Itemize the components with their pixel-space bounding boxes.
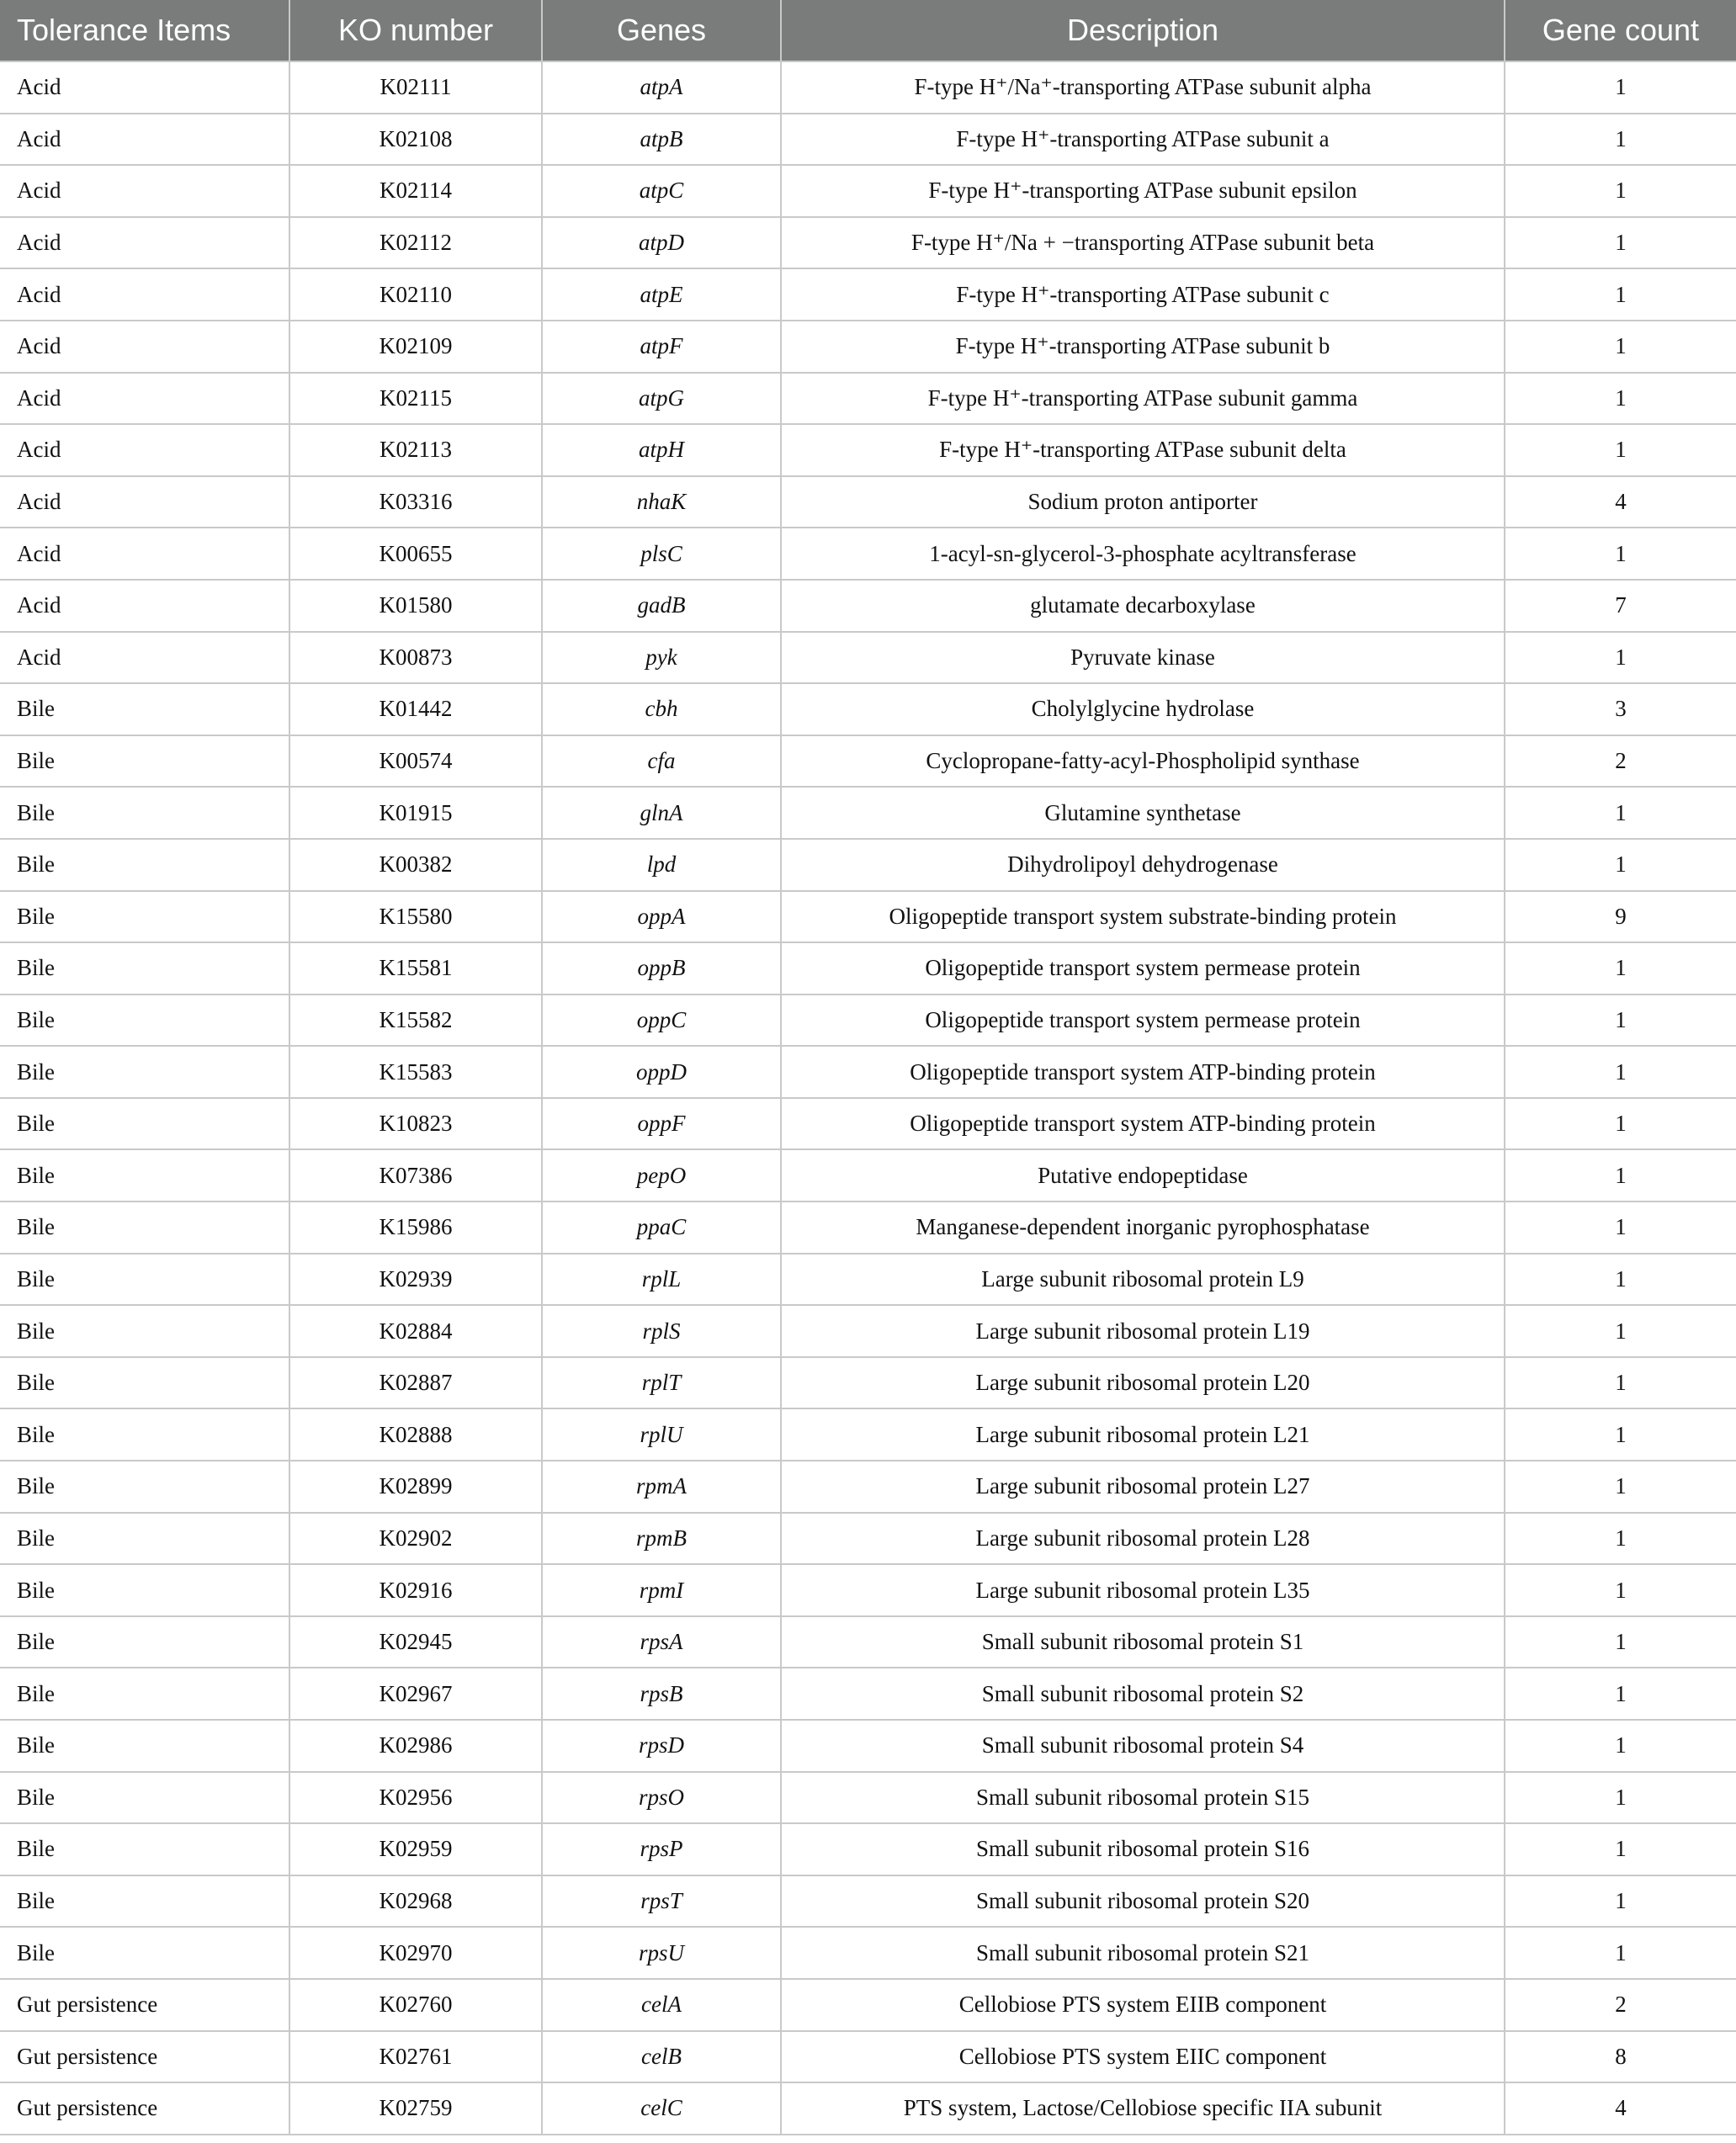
ko-number-cell: K02112 (289, 217, 542, 269)
gene-cell: rpmA (542, 1461, 781, 1513)
gene-count-cell: 4 (1505, 2082, 1736, 2135)
tolerance-item-cell: Bile (0, 995, 289, 1047)
ko-number-cell: K15581 (289, 942, 542, 995)
gene-cell: oppA (542, 891, 781, 943)
tolerance-item-cell: Bile (0, 1720, 289, 1772)
table-row (0, 1408, 1736, 1461)
table-row (0, 1046, 1736, 1098)
gene-cell: cbh (542, 683, 781, 735)
ko-number-cell: K02986 (289, 1720, 542, 1772)
gene-count-cell: 1 (1505, 114, 1736, 166)
table-row (0, 839, 1736, 891)
gene-cell: atpG (542, 373, 781, 425)
tolerance-item-cell: Bile (0, 683, 289, 735)
gene-cell: rplT (542, 1357, 781, 1409)
description-cell: Large subunit ribosomal protein L20 (781, 1357, 1505, 1409)
gene-count-cell: 1 (1505, 1254, 1736, 1306)
table-row (0, 321, 1736, 373)
tolerance-item-cell: Bile (0, 1046, 289, 1098)
table-row (0, 373, 1736, 425)
ko-number-cell: K02887 (289, 1357, 542, 1409)
column-header-genes: Genes (542, 0, 781, 61)
gene-count-cell: 1 (1505, 1720, 1736, 1772)
description-cell: Small subunit ribosomal protein S2 (781, 1668, 1505, 1720)
gene-count-cell: 1 (1505, 217, 1736, 269)
ko-number-cell: K02939 (289, 1254, 542, 1306)
ko-number-cell: K00574 (289, 735, 542, 788)
gene-cell: pyk (542, 632, 781, 684)
gene-cell: atpA (542, 61, 781, 114)
tolerance-item-cell: Bile (0, 839, 289, 891)
gene-count-cell: 2 (1505, 1979, 1736, 2031)
description-cell: Dihydrolipoyl dehydrogenase (781, 839, 1505, 891)
column-header-gene-count: Gene count (1505, 0, 1736, 61)
ko-number-cell: K02970 (289, 1927, 542, 1979)
description-cell: Sodium proton antiporter (781, 476, 1505, 528)
description-cell: F-type H⁺-transporting ATPase subunit gamma (781, 373, 1505, 425)
gene-cell: rpsU (542, 1927, 781, 1979)
description-cell: Cyclopropane-fatty-acyl-Phospholipid synthase (781, 735, 1505, 788)
gene-count-cell: 7 (1505, 580, 1736, 632)
gene-cell: nhaK (542, 476, 781, 528)
table-body (0, 61, 1736, 2135)
gene-count-cell: 1 (1505, 942, 1736, 995)
description-cell: Small subunit ribosomal protein S4 (781, 1720, 1505, 1772)
gene-count-cell: 2 (1505, 735, 1736, 788)
ko-number-cell: K15583 (289, 1046, 542, 1098)
gene-cell: rpsP (542, 1823, 781, 1875)
description-cell: Manganese-dependent inorganic pyrophosphatase (781, 1201, 1505, 1254)
description-cell: F-type H⁺-transporting ATPase subunit b (781, 321, 1505, 373)
gene-count-cell: 1 (1505, 995, 1736, 1047)
ko-number-cell: K10823 (289, 1098, 542, 1150)
ko-number-cell: K02945 (289, 1616, 542, 1668)
gene-count-cell: 1 (1505, 1668, 1736, 1720)
gene-cell: celB (542, 2031, 781, 2083)
gene-count-cell: 1 (1505, 424, 1736, 476)
table-row (0, 1927, 1736, 1979)
gene-cell: rpsB (542, 1668, 781, 1720)
gene-cell: rpsT (542, 1875, 781, 1928)
tolerance-item-cell: Bile (0, 1461, 289, 1513)
ko-number-cell: K02959 (289, 1823, 542, 1875)
description-cell: F-type H⁺-transporting ATPase subunit delta (781, 424, 1505, 476)
tolerance-item-cell: Acid (0, 165, 289, 217)
ko-number-cell: K07386 (289, 1149, 542, 1201)
gene-cell: celA (542, 1979, 781, 2031)
table-row (0, 1668, 1736, 1720)
table-row (0, 995, 1736, 1047)
ko-number-cell: K02759 (289, 2082, 542, 2135)
gene-cell: ppaC (542, 1201, 781, 1254)
tolerance-item-cell: Bile (0, 1357, 289, 1409)
gene-count-cell: 3 (1505, 683, 1736, 735)
gene-count-cell: 1 (1505, 787, 1736, 839)
tolerance-item-cell: Acid (0, 373, 289, 425)
tolerance-item-cell: Bile (0, 1201, 289, 1254)
description-cell: Oligopeptide transport system substrate-binding protein (781, 891, 1505, 943)
description-cell: Small subunit ribosomal protein S20 (781, 1875, 1505, 1928)
gene-count-cell: 1 (1505, 268, 1736, 321)
description-cell: Large subunit ribosomal protein L27 (781, 1461, 1505, 1513)
ko-number-cell: K02113 (289, 424, 542, 476)
table-row (0, 1513, 1736, 1565)
gene-cell: atpH (542, 424, 781, 476)
tolerance-item-cell: Bile (0, 1564, 289, 1616)
ko-number-cell: K02916 (289, 1564, 542, 1616)
gene-cell: oppC (542, 995, 781, 1047)
table-row (0, 787, 1736, 839)
gene-count-cell: 8 (1505, 2031, 1736, 2083)
description-cell: 1-acyl-sn-glycerol-3-phosphate acyltransferase (781, 528, 1505, 580)
ko-number-cell: K00655 (289, 528, 542, 580)
ko-number-cell: K02884 (289, 1305, 542, 1357)
gene-count-cell: 1 (1505, 1461, 1736, 1513)
tolerance-item-cell: Bile (0, 1513, 289, 1565)
description-cell: Glutamine synthetase (781, 787, 1505, 839)
description-cell: F-type H⁺-transporting ATPase subunit c (781, 268, 1505, 321)
gene-count-cell: 1 (1505, 1201, 1736, 1254)
table-row (0, 61, 1736, 114)
tolerance-item-cell: Gut persistence (0, 2031, 289, 2083)
gene-cell: rpsO (542, 1772, 781, 1824)
table-row (0, 1149, 1736, 1201)
tolerance-item-cell: Bile (0, 1149, 289, 1201)
table-row (0, 1461, 1736, 1513)
gene-count-cell: 1 (1505, 1149, 1736, 1201)
ko-number-cell: K02108 (289, 114, 542, 166)
table-row (0, 683, 1736, 735)
gene-count-cell: 1 (1505, 1357, 1736, 1409)
ko-number-cell: K03316 (289, 476, 542, 528)
ko-number-cell: K02899 (289, 1461, 542, 1513)
tolerance-item-cell: Bile (0, 1616, 289, 1668)
gene-cell: lpd (542, 839, 781, 891)
ko-number-cell: K01442 (289, 683, 542, 735)
tolerance-item-cell: Gut persistence (0, 2082, 289, 2135)
gene-cell: celC (542, 2082, 781, 2135)
column-header-tolerance-items: Tolerance Items (0, 0, 289, 61)
gene-count-cell: 1 (1505, 1772, 1736, 1824)
description-cell: Oligopeptide transport system permease protein (781, 942, 1505, 995)
table-row (0, 2031, 1736, 2083)
ko-number-cell: K02111 (289, 61, 542, 114)
gene-cell: oppF (542, 1098, 781, 1150)
table-row (0, 1254, 1736, 1306)
gene-cell: gadB (542, 580, 781, 632)
gene-cell: rpmB (542, 1513, 781, 1565)
gene-cell: glnA (542, 787, 781, 839)
tolerance-item-cell: Acid (0, 321, 289, 373)
gene-cell: atpB (542, 114, 781, 166)
ko-number-cell: K02115 (289, 373, 542, 425)
table-row (0, 1616, 1736, 1668)
gene-cell: rplL (542, 1254, 781, 1306)
tolerance-item-cell: Bile (0, 787, 289, 839)
gene-count-cell: 1 (1505, 165, 1736, 217)
gene-count-cell: 1 (1505, 1305, 1736, 1357)
tolerance-item-cell: Acid (0, 476, 289, 528)
gene-count-cell: 1 (1505, 373, 1736, 425)
description-cell: Oligopeptide transport system ATP-binding protein (781, 1098, 1505, 1150)
description-cell: PTS system, Lactose/Cellobiose specific IIA subunit (781, 2082, 1505, 2135)
gene-cell: cfa (542, 735, 781, 788)
gene-count-cell: 1 (1505, 1098, 1736, 1150)
gene-cell: oppD (542, 1046, 781, 1098)
description-cell: Small subunit ribosomal protein S21 (781, 1927, 1505, 1979)
gene-count-cell: 1 (1505, 839, 1736, 891)
gene-count-cell: 9 (1505, 891, 1736, 943)
ko-number-cell: K00382 (289, 839, 542, 891)
description-cell: Cellobiose PTS system EIIC component (781, 2031, 1505, 2083)
gene-count-cell: 1 (1505, 1513, 1736, 1565)
gene-cell: rplU (542, 1408, 781, 1461)
table-row (0, 891, 1736, 943)
table-row (0, 424, 1736, 476)
description-cell: Small subunit ribosomal protein S16 (781, 1823, 1505, 1875)
tolerance-item-cell: Bile (0, 1254, 289, 1306)
table-row (0, 1720, 1736, 1772)
gene-cell: pepO (542, 1149, 781, 1201)
description-cell: Cellobiose PTS system EIIB component (781, 1979, 1505, 2031)
ko-number-cell: K15580 (289, 891, 542, 943)
ko-number-cell: K15582 (289, 995, 542, 1047)
tolerance-item-cell: Bile (0, 1927, 289, 1979)
tolerance-item-cell: Acid (0, 61, 289, 114)
tolerance-item-cell: Acid (0, 268, 289, 321)
description-cell: Pyruvate kinase (781, 632, 1505, 684)
tolerance-item-cell: Bile (0, 1408, 289, 1461)
table-row (0, 942, 1736, 995)
gene-count-cell: 1 (1505, 528, 1736, 580)
table-row (0, 1979, 1736, 2031)
ko-number-cell: K02967 (289, 1668, 542, 1720)
ko-number-cell: K02760 (289, 1979, 542, 2031)
gene-count-cell: 1 (1505, 632, 1736, 684)
description-cell: Oligopeptide transport system permease protein (781, 995, 1505, 1047)
tolerance-item-cell: Gut persistence (0, 1979, 289, 2031)
description-cell: F-type H⁺-transporting ATPase subunit epsilon (781, 165, 1505, 217)
description-cell: Oligopeptide transport system ATP-binding protein (781, 1046, 1505, 1098)
description-cell: glutamate decarboxylase (781, 580, 1505, 632)
gene-count-cell: 1 (1505, 1875, 1736, 1928)
gene-cell: rplS (542, 1305, 781, 1357)
table-row (0, 114, 1736, 166)
gene-count-cell: 4 (1505, 476, 1736, 528)
table-row (0, 476, 1736, 528)
description-cell: F-type H⁺-transporting ATPase subunit a (781, 114, 1505, 166)
gene-cell: rpsD (542, 1720, 781, 1772)
column-header-ko-number: KO number (289, 0, 542, 61)
table-row (0, 632, 1736, 684)
description-cell: Cholylglycine hydrolase (781, 683, 1505, 735)
table-row (0, 1357, 1736, 1409)
ko-number-cell: K15986 (289, 1201, 542, 1254)
gene-count-cell: 1 (1505, 1927, 1736, 1979)
gene-count-cell: 1 (1505, 1564, 1736, 1616)
description-cell: Large subunit ribosomal protein L28 (781, 1513, 1505, 1565)
tolerance-item-cell: Bile (0, 1098, 289, 1150)
ko-number-cell: K02110 (289, 268, 542, 321)
tolerance-item-cell: Bile (0, 735, 289, 788)
gene-cell: atpE (542, 268, 781, 321)
table-row (0, 1875, 1736, 1928)
tolerance-item-cell: Bile (0, 1305, 289, 1357)
description-cell: Large subunit ribosomal protein L35 (781, 1564, 1505, 1616)
ko-number-cell: K02956 (289, 1772, 542, 1824)
description-cell: Large subunit ribosomal protein L9 (781, 1254, 1505, 1306)
gene-count-cell: 1 (1505, 1616, 1736, 1668)
ko-number-cell: K02888 (289, 1408, 542, 1461)
ko-number-cell: K00873 (289, 632, 542, 684)
tolerance-item-cell: Acid (0, 632, 289, 684)
ko-number-cell: K02902 (289, 1513, 542, 1565)
description-cell: Small subunit ribosomal protein S15 (781, 1772, 1505, 1824)
ko-number-cell: K02114 (289, 165, 542, 217)
tolerance-item-cell: Acid (0, 580, 289, 632)
gene-count-cell: 1 (1505, 1823, 1736, 1875)
header-row (0, 0, 1736, 61)
tolerance-item-cell: Bile (0, 1823, 289, 1875)
tolerance-item-cell: Bile (0, 942, 289, 995)
description-cell: Putative endopeptidase (781, 1149, 1505, 1201)
gene-count-cell: 1 (1505, 321, 1736, 373)
ko-number-cell: K01915 (289, 787, 542, 839)
ko-number-cell: K02761 (289, 2031, 542, 2083)
table-row (0, 1098, 1736, 1150)
description-cell: F-type H⁺/Na + −transporting ATPase subunit beta (781, 217, 1505, 269)
tolerance-item-cell: Acid (0, 424, 289, 476)
table-row (0, 217, 1736, 269)
description-cell: F-type H⁺/Na⁺-transporting ATPase subunit alpha (781, 61, 1505, 114)
tolerance-item-cell: Acid (0, 114, 289, 166)
table-row (0, 528, 1736, 580)
gene-count-cell: 1 (1505, 61, 1736, 114)
table-row (0, 1305, 1736, 1357)
table-row (0, 268, 1736, 321)
description-cell: Large subunit ribosomal protein L19 (781, 1305, 1505, 1357)
description-cell: Large subunit ribosomal protein L21 (781, 1408, 1505, 1461)
tolerance-item-cell: Acid (0, 528, 289, 580)
tolerance-item-cell: Bile (0, 1875, 289, 1928)
table-row (0, 580, 1736, 632)
gene-count-cell: 1 (1505, 1408, 1736, 1461)
tolerance-item-cell: Acid (0, 217, 289, 269)
table-row (0, 1564, 1736, 1616)
ko-number-cell: K01580 (289, 580, 542, 632)
gene-cell: plsC (542, 528, 781, 580)
tolerance-item-cell: Bile (0, 1772, 289, 1824)
table-row (0, 1823, 1736, 1875)
column-header-description: Description (781, 0, 1505, 61)
tolerance-item-cell: Bile (0, 1668, 289, 1720)
gene-cell: rpsA (542, 1616, 781, 1668)
gene-cell: rpmI (542, 1564, 781, 1616)
gene-cell: atpC (542, 165, 781, 217)
description-cell: Small subunit ribosomal protein S1 (781, 1616, 1505, 1668)
gene-cell: atpD (542, 217, 781, 269)
table-row (0, 165, 1736, 217)
gene-count-cell: 1 (1505, 1046, 1736, 1098)
gene-cell: oppB (542, 942, 781, 995)
tolerance-item-cell: Bile (0, 891, 289, 943)
ko-number-cell: K02968 (289, 1875, 542, 1928)
table-row (0, 2082, 1736, 2135)
table-row (0, 1201, 1736, 1254)
ko-number-cell: K02109 (289, 321, 542, 373)
table-row (0, 735, 1736, 788)
table-row (0, 1772, 1736, 1824)
gene-cell: atpF (542, 321, 781, 373)
